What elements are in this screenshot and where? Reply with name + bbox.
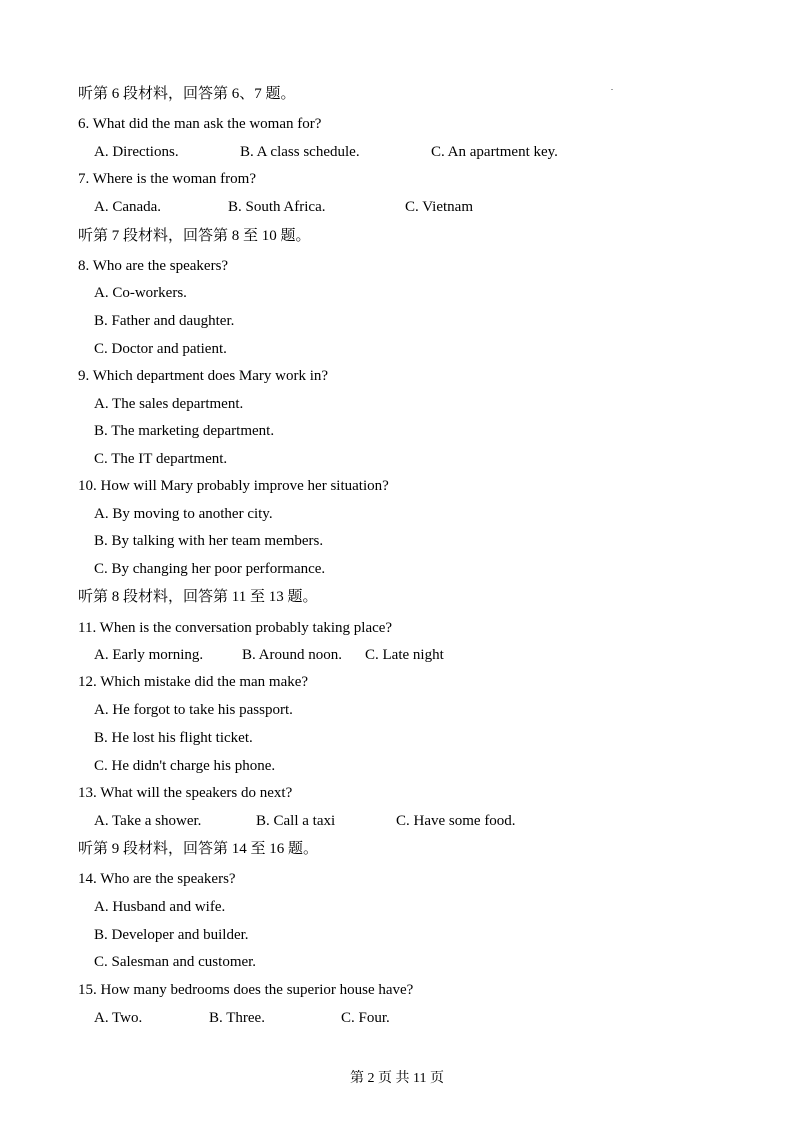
- question-11: 11. When is the conversation probably taking place?: [78, 620, 393, 636]
- option-14c: C. Salesman and customer.: [94, 954, 257, 970]
- question-7: 7. Where is the woman from?: [78, 171, 257, 187]
- option-10a: A. By moving to another city.: [94, 506, 273, 522]
- option-8a: A. Co-workers.: [94, 285, 187, 301]
- option-11b: B. Around noon.: [242, 647, 343, 663]
- option-6b: B. A class schedule.: [240, 144, 360, 160]
- option-13c: C. Have some food.: [396, 813, 516, 829]
- option-7a: A. Canada.: [94, 199, 162, 215]
- option-12c: C. He didn't charge his phone.: [94, 758, 276, 774]
- option-9b: B. The marketing department.: [94, 423, 275, 439]
- option-12b: B. He lost his flight ticket.: [94, 730, 253, 746]
- option-7c: C. Vietnam: [405, 199, 473, 215]
- option-15a: A. Two.: [94, 1010, 143, 1026]
- option-9a: A. The sales department.: [94, 396, 244, 412]
- question-14: 14. Who are the speakers?: [78, 871, 236, 887]
- option-6c: C. An apartment key.: [431, 144, 558, 160]
- option-8b: B. Father and daughter.: [94, 313, 235, 329]
- section-header-6: 听第 6 段材料，回答第 6、7 题。: [78, 86, 296, 102]
- question-9: 9. Which department does Mary work in?: [78, 368, 329, 384]
- option-10b: B. By talking with her team members.: [94, 533, 324, 549]
- option-13b: B. Call a taxi: [256, 813, 336, 829]
- option-8c: C. Doctor and patient.: [94, 341, 227, 357]
- option-12a: A. He forgot to take his passport.: [94, 702, 293, 718]
- option-15b: B. Three.: [209, 1010, 265, 1026]
- option-10c: C. By changing her poor performance.: [94, 561, 326, 577]
- page-footer: 第 2 页 共 11 页: [350, 1071, 444, 1086]
- option-13a: A. Take a shower.: [94, 813, 202, 829]
- question-6: 6. What did the man ask the woman for?: [78, 116, 322, 132]
- question-13: 13. What will the speakers do next?: [78, 785, 293, 801]
- option-11a: A. Early morning.: [94, 647, 204, 663]
- option-14b: B. Developer and builder.: [94, 927, 249, 943]
- question-8: 8. Who are the speakers?: [78, 258, 229, 274]
- section-header-8: 听第 8 段材料，回答第 11 至 13 题。: [78, 589, 318, 605]
- question-15: 15. How many bedrooms does the superior house have?: [78, 982, 414, 998]
- option-7b: B. South Africa.: [228, 199, 326, 215]
- option-6a: A. Directions.: [94, 144, 179, 160]
- section-header-9: 听第 9 段材料，回答第 14 至 16 题。: [78, 841, 319, 857]
- stray-dot: .: [611, 83, 613, 92]
- option-15c: C. Four.: [341, 1010, 390, 1026]
- section-header-7: 听第 7 段材料，回答第 8 至 10 题。: [78, 228, 311, 244]
- option-11c: C. Late night: [365, 647, 444, 663]
- option-9c: C. The IT department.: [94, 451, 228, 467]
- option-14a: A. Husband and wife.: [94, 899, 226, 915]
- question-12: 12. Which mistake did the man make?: [78, 674, 309, 690]
- question-10: 10. How will Mary probably improve her situation?: [78, 478, 389, 494]
